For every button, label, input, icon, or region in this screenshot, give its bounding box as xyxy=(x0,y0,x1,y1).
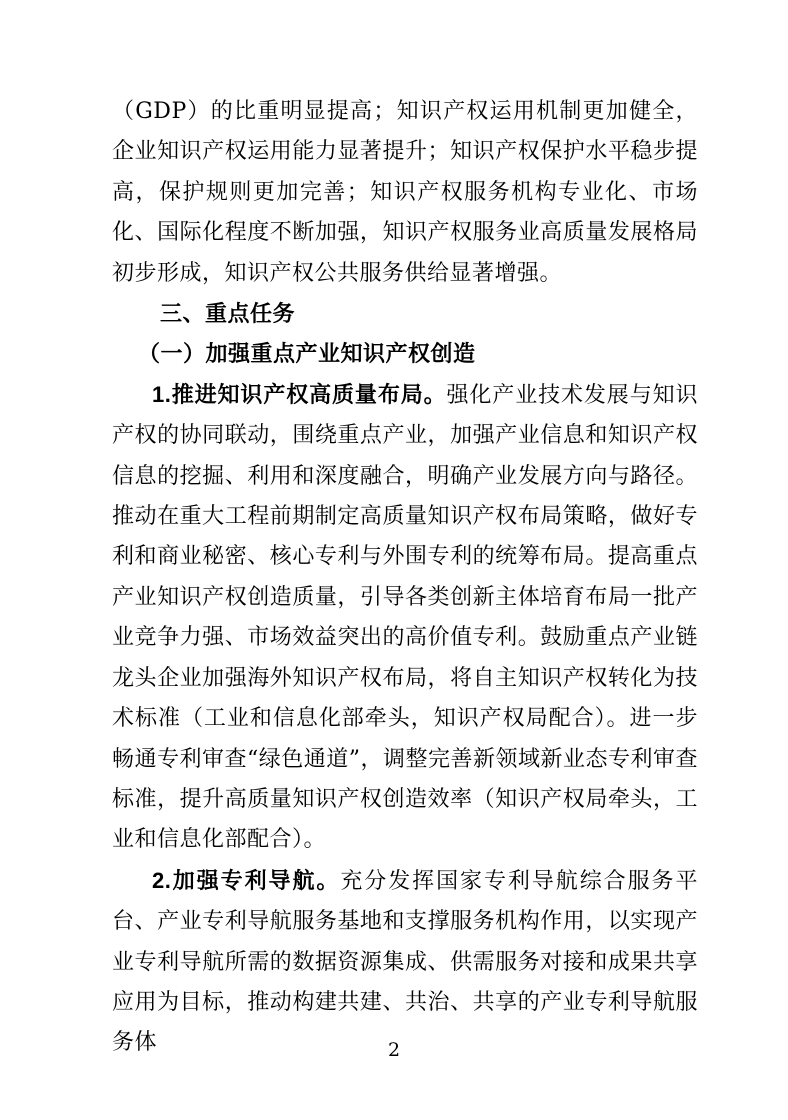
task-paragraph-2 xyxy=(112,861,698,1064)
document-text-block xyxy=(112,92,698,1064)
task-1-body: 强化产业技术发展与知识产权的协同联动，围绕重点产业，加强产业信息和知识产权信息的挖掘、利用和深度融合，明确产业发展方向与路径。推动在重大工程前期制定高质量知识产权布局策略，做好专利和商业秘密、核心专利与外围专利的统筹布局。提高重点产业知识产权创造质量，引导各类创新主体培育布局一批产业竞争力强、市场效益突出的高价值专利。鼓励重点产业链龙头企业加强海外知识产权布局，将自主知识产权转化为技术标准（工业和信息化部牵头，知识产权局配合）。进一步畅通专利审查“绿色通道”，调整完善新领域新业态专利审查标准，提升高质量知识产权创造效率（知识产权局牵头，工业和信息化部配合）。 xyxy=(112,382,698,853)
task-2-body: 充分发挥国家专利导航综合服务平台、产业专利导航服务基地和支撑服务机构作用，以实现产业专利导航所需的数据资源集成、供需服务对接和成果共享应用为目标，推动构建共建、共治、共享的产业专利导航服务体 xyxy=(112,868,698,1056)
page-number: 2 xyxy=(387,1039,401,1061)
task-2-lead: 2.加强专利导航。 xyxy=(152,867,341,893)
subsection-heading: （一）加强重点产业知识产权创造 xyxy=(138,341,476,367)
section-heading: 三、重点任务 xyxy=(160,301,296,327)
paragraph-continuation: （GDP）的比重明显提高；知识产权运用机制更加健全，企业知识产权运用能力显著提升；知识产权保护水平稳步提高，保护规则更加完善；知识产权服务机构专业化、市场化、国际化程度不断加强，知识产权服务业高质量发展格局初步形成，知识产权公共服务供给显著增强。 xyxy=(112,99,698,286)
task-paragraph-1 xyxy=(112,375,698,861)
task-1-lead: 1.推进知识产权高质量布局。 xyxy=(152,381,447,407)
